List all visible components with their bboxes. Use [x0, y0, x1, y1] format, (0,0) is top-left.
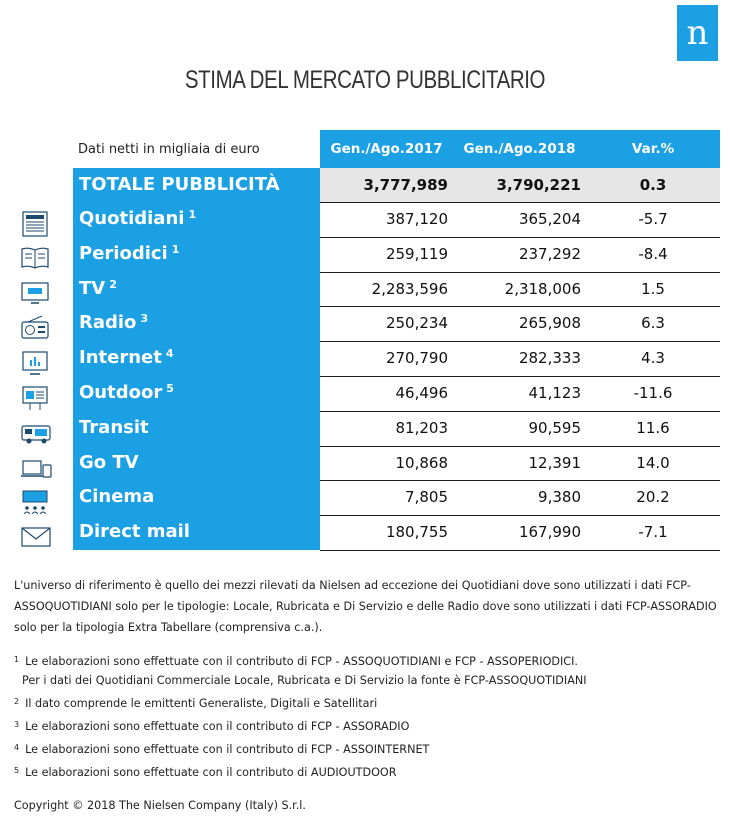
cell-var: 6.3: [641, 314, 665, 332]
cell-v2018: 2,318,006: [504, 280, 581, 298]
magazine-icon: [20, 245, 50, 271]
cell-v2017: 259,119: [385, 245, 448, 263]
cell-var: 4.3: [641, 349, 665, 367]
footnote: [14, 743, 429, 756]
cell-v2018: 365,204: [518, 210, 581, 228]
cell-v2017: 7,805: [405, 488, 448, 506]
total-2017: 3,777,989: [363, 176, 448, 194]
cell-v2017: 250,234: [385, 314, 448, 332]
cell-v2017: 46,496: [395, 384, 448, 402]
cell-v2017: 387,120: [385, 210, 448, 228]
footnote: [14, 655, 578, 668]
row-label-text: Direct mail: [79, 521, 190, 542]
newspaper-icon: [20, 210, 50, 238]
header-2017: Gen./Ago.2017: [330, 141, 443, 157]
universe-note-line: L'universo di riferimento è quello dei mezzi rilevati da Nielsen ad eccezione dei Quotidiani dove sono utilizzati i dati FCP-: [14, 579, 691, 592]
footnote: [14, 766, 397, 779]
cell-var: -11.6: [633, 384, 673, 402]
unit-label: Dati netti in migliaia di euro: [78, 142, 260, 157]
cell-v2017: 180,755: [385, 523, 448, 541]
row-note-mark: 5: [166, 382, 174, 395]
billboard-icon: [20, 384, 50, 412]
universe-note-line: solo per la tipologia Extra Tabellare (comprensiva c.a.).: [14, 621, 323, 634]
row-label: [79, 243, 179, 264]
row-note-mark: 1: [171, 243, 180, 256]
cinema-icon: [20, 489, 50, 517]
cell-v2017: 2,283,596: [371, 280, 448, 298]
row-label: [79, 452, 139, 473]
footnote-text: Le elaborazioni sono effettuate con il contributo di FCP - ASSOINTERNET: [25, 743, 430, 756]
row-label: [79, 347, 173, 368]
row-label: [79, 417, 149, 438]
logo-letter: n: [686, 13, 709, 53]
footnote-mark: 2: [14, 697, 20, 706]
footnote-text: Le elaborazioni sono effettuate con il contributo di FCP - ASSOQUOTIDIANI e FCP - ASSOPERIODICI.: [25, 655, 578, 668]
row-label: [79, 521, 190, 542]
footnote-mark: 4: [14, 743, 20, 752]
total-var: 0.3: [639, 176, 667, 194]
cell-v2018: 9,380: [538, 488, 581, 506]
row-note-mark: 3: [140, 312, 149, 325]
footnote-mark: 1: [14, 655, 20, 664]
row-label-text: Transit: [79, 417, 149, 438]
row-label: [79, 278, 117, 299]
row-label-text: Radio: [79, 312, 137, 333]
row-label-text: Quotidiani: [79, 208, 185, 229]
bus-icon: [20, 420, 54, 446]
row-note-mark: 1: [188, 208, 197, 221]
cell-v2017: 270,790: [385, 349, 448, 367]
row-label: [79, 382, 174, 403]
cell-var: -8.4: [638, 245, 668, 263]
cell-v2018: 167,990: [518, 523, 581, 541]
cell-v2018: 237,292: [518, 245, 581, 263]
footnote: [14, 697, 377, 710]
row-label-text: Outdoor: [79, 382, 163, 403]
footnote-text: Le elaborazioni sono effettuate con il contributo di AUDIOUTDOOR: [25, 766, 397, 779]
cell-v2018: 41,123: [528, 384, 581, 402]
universe-note-line: ASSOQUOTIDIANI solo per le tipologie: Locale, Rubricata e Di Servizio e delle Radio dove sono utilizzati i dati FCP-ASSORADIO: [14, 600, 717, 613]
cell-var: -7.1: [638, 523, 668, 541]
cell-var: 11.6: [636, 419, 670, 437]
footnote-text: Il dato comprende le emittenti Generaliste, Digitali e Satellitari: [25, 697, 378, 710]
row-label: [79, 208, 196, 229]
monitor-icon: [20, 350, 50, 376]
cell-v2017: 81,203: [395, 419, 448, 437]
footnote: [22, 674, 587, 687]
row-label-text: TV: [79, 278, 106, 299]
devices-icon: [20, 455, 54, 481]
header-2018: Gen./Ago.2018: [463, 141, 576, 157]
cell-var: -5.7: [638, 210, 668, 228]
nielsen-logo: [677, 5, 718, 61]
footnote-text: Per i dati dei Quotidiani Commerciale Locale, Rubricata e Di Servizio la fonte è FCP-ASSOQUOTIDIANI: [22, 674, 587, 687]
footnote-text: Le elaborazioni sono effettuate con il contributo di FCP - ASSORADIO: [25, 720, 410, 733]
total-2018: 3,790,221: [496, 176, 581, 194]
cell-var: 1.5: [641, 280, 665, 298]
cell-var: 14.0: [636, 454, 670, 472]
row-label-text: Internet: [79, 347, 162, 368]
footnote: [14, 720, 409, 733]
copyright: Copyright © 2018 The Nielsen Company (Italy) S.r.l.: [14, 799, 306, 812]
row-label-text: Go TV: [79, 452, 139, 473]
cell-v2018: 265,908: [518, 314, 581, 332]
row-label-text: Periodici: [79, 243, 168, 264]
cell-v2018: 12,391: [528, 454, 581, 472]
row-label: [79, 486, 154, 507]
total-label: TOTALE PUBBLICITÀ: [79, 174, 280, 195]
row-label-text: Cinema: [79, 486, 155, 507]
universe-note: [14, 575, 717, 638]
row-note-mark: 2: [109, 278, 117, 291]
cell-var: 20.2: [636, 488, 670, 506]
tv-icon: [20, 280, 50, 306]
row-divider: [320, 550, 720, 551]
footnote-mark: 3: [14, 720, 20, 729]
cell-v2018: 282,333: [518, 349, 581, 367]
envelope-icon: [20, 526, 52, 548]
row-note-mark: 4: [165, 347, 174, 360]
cell-v2017: 10,868: [395, 454, 448, 472]
row-label: [79, 312, 148, 333]
footnote-mark: 5: [14, 766, 20, 775]
page-title: STIMA DEL MERCATO PUBBLICITARIO: [184, 66, 546, 94]
cell-v2018: 90,595: [528, 419, 581, 437]
header-var: Var.%: [631, 141, 675, 157]
radio-icon: [20, 315, 50, 341]
